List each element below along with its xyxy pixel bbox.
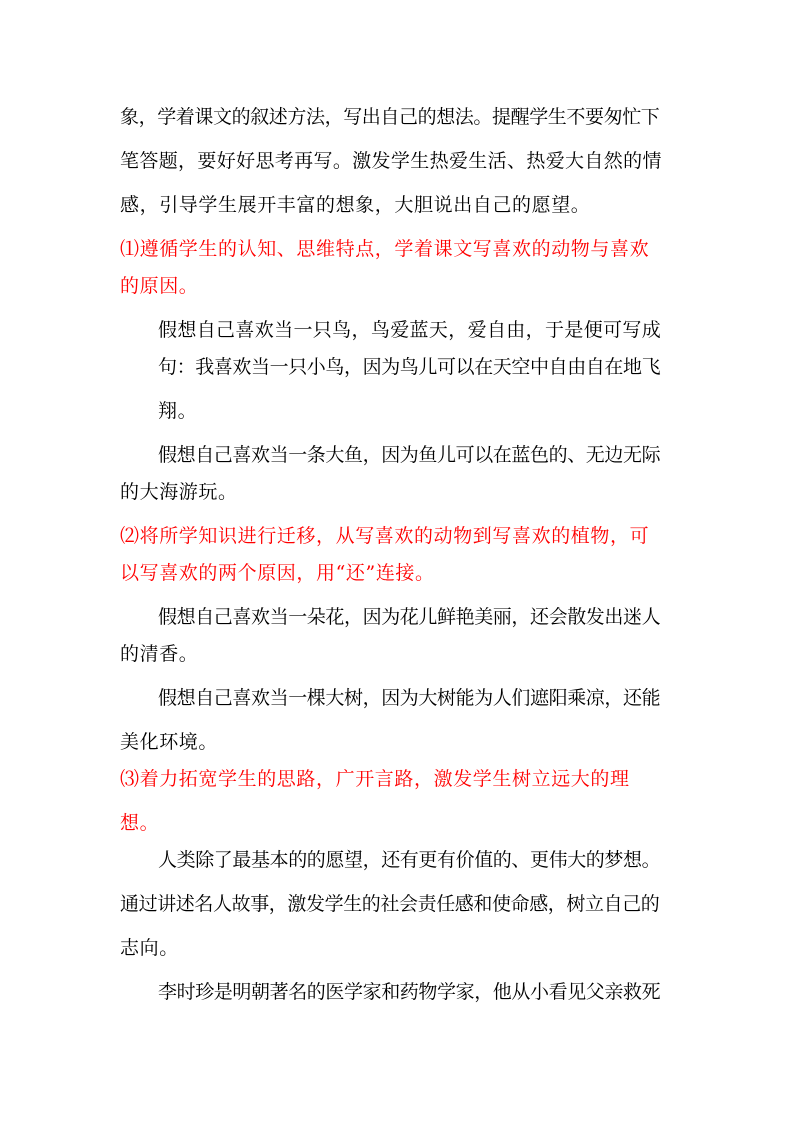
numbered-point-heading: ⑴遵循学生的认知、思维特点，学着课文写喜欢的动物与喜欢: [120, 238, 650, 260]
numbered-point-heading: 想。: [120, 812, 160, 834]
text-line: 的大海游玩。: [120, 481, 238, 503]
text-line: 志向。: [120, 937, 179, 959]
text-line: 人类除了最基本的的愿望，还有更有价值的、更伟大的梦想。: [158, 849, 661, 871]
text-line: 感，引导学生展开丰富的想象，大胆说出自己的愿望。: [120, 194, 591, 216]
text-line: 翔。: [158, 400, 198, 422]
numbered-point-heading: 以写喜欢的两个原因，用“还”连接。: [120, 562, 435, 584]
text-line: 笔答题，要好好思考再写。激发学生热爱生活、热爱大自然的情: [120, 150, 662, 172]
text-line: 假想自己喜欢当一棵大树，因为大树能为人们遮阳乘凉，还能: [158, 687, 661, 709]
numbered-point-heading: ⑶着力拓宽学生的思路，广开言路，激发学生树立远大的理: [120, 768, 630, 790]
text-line: 象，学着课文的叙述方法，写出自己的想法。提醒学生不要匆忙下: [120, 106, 660, 128]
text-line: 美化环境。: [120, 731, 219, 753]
text-line: 通过讲述名人故事，激发学生的社会责任感和使命感，树立自己的: [120, 893, 660, 915]
text-line: 假想自己喜欢当一条大鱼，因为鱼儿可以在蓝色的、无边无际: [158, 444, 661, 466]
numbered-point-heading: 的原因。: [120, 275, 199, 297]
text-line: 假想自己喜欢当一只鸟，鸟爱蓝天，爱自由，于是便可写成: [158, 319, 662, 341]
text-line: 李时珍是明朝著名的医学家和药物学家，他从小看见父亲救死: [158, 981, 661, 1003]
text-line: 句：我喜欢当一只小鸟，因为鸟儿可以在天空中自由自在地飞: [158, 356, 661, 378]
numbered-point-heading: ⑵将所学知识进行迁移，从写喜欢的动物到写喜欢的植物，可: [120, 525, 650, 547]
text-line: 的清香。: [120, 643, 199, 665]
text-line: 假想自己喜欢当一朵花，因为花儿鲜艳美丽，还会散发出迷人: [158, 606, 661, 628]
